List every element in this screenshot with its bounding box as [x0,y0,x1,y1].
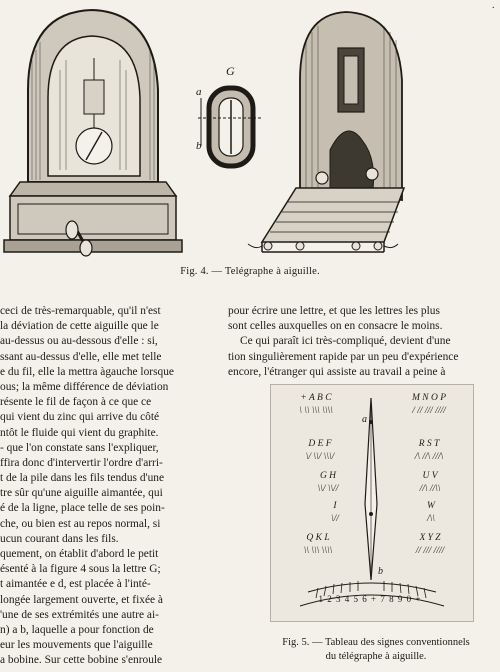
right-column-text [228,304,500,380]
signs: // /// //// [415,545,445,556]
letters: Q K L [306,533,330,543]
right-line: pour écrire une lettre, et que les lettres les plus [228,305,440,317]
signs-group-MNOP [394,392,464,417]
left-line: ceci de très-remarquable, qu'il n'est [0,305,161,317]
signs: \// [331,513,339,524]
left-line: qui vient du zinc qui arrive du côté [0,411,160,424]
left-line: au-dessus ou au-dessous d'elle : si, [0,335,158,348]
left-line: ssant au-dessus d'elle, elle met telle [0,350,162,363]
signs-group-XYZ [398,532,462,557]
left-line: che, ou bien est au repos normal, si [0,517,161,530]
needle-label-a: a [362,414,367,425]
signs-group-W [416,500,446,525]
left-line: ous; la même différence de déviation [0,380,169,393]
letters: M N O P [411,393,447,403]
figure-4-label-b: b [196,140,202,152]
figure-4-caption: Fig. 4. — Telégraphe à aiguille. [180,266,320,277]
signs-group-QKL [286,532,350,557]
signs: / // /// //// [412,405,446,416]
figure-5-caption-line-2: du télégraphe à aiguille. [325,651,427,662]
letters: X Y Z [419,533,441,543]
right-line: sont celles auxquelles on en consacre le moins. [228,320,443,333]
left-line: n) a b, laquelle a pour fonction de [0,623,154,636]
figure-4-label-G: G [226,64,235,78]
letters: + A B C [300,393,332,403]
signs-group-I [320,500,350,525]
left-line: ntôt le fluide qui vient du graphite. [0,426,159,439]
letters: G H [319,471,337,481]
figure-4-illustration [0,0,500,262]
left-line: ucun courant dans les fils. [0,532,119,545]
left-line: t aimantée e d, est placée à l'inté- [0,578,151,591]
left-line: a bobine. Sur cette bobine s'enroule [0,654,163,667]
left-line: ffira donc d'intervertir l'ordre d'arri- [0,456,163,469]
signs-group-GH [306,470,350,495]
left-line: résente le fil de façon à ce que ce [0,396,152,409]
signs: \ \\ \\\ \\\\ [299,405,333,416]
dial-numbers: 1 2 3 4 5 6 + 7 8 9 0 + [318,594,422,604]
figure-5-caption-line-1: Fig. 5. — Tableau des signes conventionnels [282,637,470,648]
signs-group-ABC [284,392,348,417]
right-line: tion singulièrement rapide par un peu d'expérience [228,350,459,363]
left-line: longée largement ouverte, et fixée à [0,593,163,606]
letters: R S T [418,439,440,449]
letters: U V [422,471,438,481]
figure-4-label-a: a [196,86,202,98]
corner-mark: . [492,0,495,11]
signs: \\/ \\// [317,483,339,494]
left-line: tre sûr qu'une aiguille aimantée, qui [0,487,163,500]
telegraph-cabinet [4,10,182,256]
figure-5-caption [252,636,500,664]
needle-label-b: b [378,566,383,577]
left-line: ésenté à la figure 4 sous la lettre G; [0,563,161,576]
left-line: é de la ligne, place telle de ses poin- [0,502,165,515]
letters: I [333,501,337,511]
signs-group-DEF [290,438,350,463]
telegraph-open-mechanism [248,12,404,252]
signs: \\ \\\ \\\\ [303,545,333,556]
left-line: eur les mouvements que l'aiguille [0,639,153,652]
left-line: t de la pile dans les fils tendus d'une [0,472,165,485]
signs: /\\ [427,513,435,524]
left-line: 'une de ses extrémités une autre ai- [0,608,159,621]
letters: W [427,501,435,511]
signs-group-UV [408,470,452,495]
left-line: e du fil, elle la mettra àgauche lorsque [0,365,174,378]
needle-coil-G [198,88,262,166]
right-line: Ce qui paraît ici très-compliqué, devient d'une [240,335,451,348]
left-line: - que l'on constate sans l'expliquer, [0,441,159,454]
signs: \/ \\/ \\\/ [305,451,335,462]
right-line: encore, l'étranger qui assiste au travail a peine à [228,365,446,378]
left-line: quement, on établit d'abord le petit [0,548,159,560]
left-column-text [0,304,212,669]
signs: //\ //\\ [419,483,441,494]
letters: D E F [308,439,332,449]
left-line: la déviation de cette aiguille que le [0,320,159,333]
signs-group-RST [398,438,460,463]
signs: /\ //\ ///\ [414,451,444,462]
